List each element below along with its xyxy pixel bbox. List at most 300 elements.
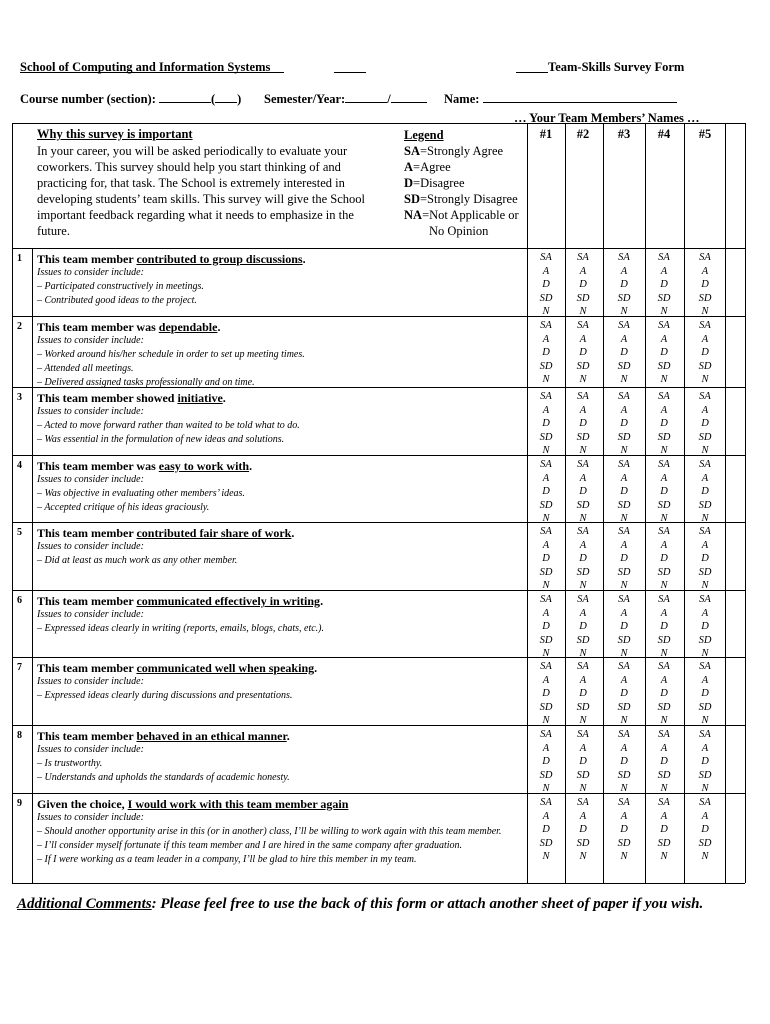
rating-option-sd[interactable]: SD: [539, 566, 553, 578]
rating-option-n[interactable]: N: [542, 715, 550, 726]
additional-comments-text: : Please feel free to use the back of this form or attach another sheet of paper if you wish.: [151, 896, 704, 912]
additional-comments: [17, 896, 703, 913]
semester-input[interactable]: [345, 90, 387, 103]
question-title-key: contributed fair share of work: [136, 526, 292, 540]
rating-option-sd[interactable]: SD: [657, 634, 671, 646]
rating-option-n[interactable]: N: [701, 851, 709, 862]
rating-option-a[interactable]: A: [579, 607, 587, 619]
rating-option-sd[interactable]: SD: [657, 566, 671, 578]
rating-option-sa[interactable]: SA: [540, 459, 552, 470]
rating-option-a[interactable]: A: [701, 265, 709, 277]
rating-option-d[interactable]: D: [620, 347, 628, 358]
rating-option-sa[interactable]: SA: [618, 594, 630, 605]
rating-option-sa[interactable]: SA: [618, 729, 630, 740]
rating-option-d[interactable]: D: [620, 553, 628, 564]
rating-option-sa[interactable]: SA: [577, 391, 589, 402]
rating-option-a[interactable]: A: [701, 742, 709, 754]
rating-option-sa[interactable]: SA: [699, 594, 711, 605]
issues-label: Issues to consider include:: [37, 744, 144, 755]
rating-option-d[interactable]: D: [579, 688, 587, 699]
rating-option-a[interactable]: A: [701, 810, 709, 822]
rating-option-n[interactable]: N: [620, 648, 628, 659]
rating-option-n[interactable]: N: [660, 851, 668, 862]
rating-option-a[interactable]: A: [620, 607, 628, 619]
rating-option-a[interactable]: A: [542, 404, 550, 416]
rating-option-n[interactable]: N: [620, 580, 628, 591]
rating-option-sd[interactable]: SD: [576, 431, 590, 443]
rating-option-n[interactable]: N: [542, 783, 550, 794]
rating-option-n[interactable]: N: [542, 851, 550, 862]
rating-option-sd[interactable]: SD: [657, 701, 671, 713]
rating-option-sd[interactable]: SD: [698, 701, 712, 713]
rating-option-d[interactable]: D: [579, 418, 587, 429]
rating-option-a[interactable]: A: [660, 810, 668, 822]
rating-option-sa[interactable]: SA: [658, 526, 670, 537]
rating-option-a[interactable]: A: [620, 265, 628, 277]
rating-option-sd[interactable]: SD: [576, 499, 590, 511]
rating-option-d[interactable]: D: [620, 486, 628, 497]
rating-option-a[interactable]: A: [701, 404, 709, 416]
rating-options: [606, 458, 642, 526]
rating-options: [687, 251, 723, 319]
rating-option-sd[interactable]: SD: [576, 292, 590, 304]
rating-option-a[interactable]: A: [701, 607, 709, 619]
rating-option-d[interactable]: D: [542, 553, 550, 564]
rating-option-n[interactable]: N: [701, 374, 709, 385]
rating-option-n[interactable]: N: [620, 783, 628, 794]
rating-option-a[interactable]: A: [620, 674, 628, 686]
rating-option-sa[interactable]: SA: [540, 526, 552, 537]
rating-option-sa[interactable]: SA: [577, 320, 589, 331]
question-title: [37, 391, 226, 406]
rating-option-sd[interactable]: SD: [657, 499, 671, 511]
rating-option-sd[interactable]: SD: [617, 566, 631, 578]
rating-option-d[interactable]: D: [701, 756, 709, 767]
rating-option-a[interactable]: A: [660, 674, 668, 686]
rating-option-n[interactable]: N: [542, 580, 550, 591]
rating-option-a[interactable]: A: [579, 810, 587, 822]
rating-option-d[interactable]: D: [660, 279, 668, 290]
rating-option-d[interactable]: D: [701, 824, 709, 835]
rating-option-n[interactable]: N: [660, 783, 668, 794]
column-header: #2: [576, 127, 590, 141]
rating-option-sa[interactable]: SA: [577, 797, 589, 808]
rating-option-a[interactable]: A: [660, 265, 668, 277]
rating-options: [606, 390, 642, 458]
rating-options: [606, 251, 642, 319]
rating-option-a[interactable]: A: [660, 607, 668, 619]
rating-options: [646, 796, 682, 864]
rating-option-sa[interactable]: SA: [658, 320, 670, 331]
rating-options: [528, 319, 564, 387]
rating-option-sd[interactable]: SD: [657, 837, 671, 849]
rating-option-sd[interactable]: SD: [657, 292, 671, 304]
issue-text: Understands and upholds the standards of academic honesty.: [44, 772, 290, 783]
rating-option-sd[interactable]: SD: [617, 634, 631, 646]
rating-option-d[interactable]: D: [579, 824, 587, 835]
rating-option-sd[interactable]: SD: [539, 292, 553, 304]
rating-option-n[interactable]: N: [542, 513, 550, 524]
rating-option-sa[interactable]: SA: [618, 320, 630, 331]
rating-option-d[interactable]: D: [542, 279, 550, 290]
rating-option-sa[interactable]: SA: [540, 594, 552, 605]
issues-label: Issues to consider include:: [37, 474, 144, 485]
rating-option-d[interactable]: D: [579, 756, 587, 767]
rating-option-a[interactable]: A: [579, 539, 587, 551]
question-title: [37, 594, 323, 609]
rating-options: [528, 251, 564, 319]
rating-option-d[interactable]: D: [620, 279, 628, 290]
rating-option-sd[interactable]: SD: [576, 769, 590, 781]
rating-option-sa[interactable]: SA: [577, 459, 589, 470]
question-title-pre: This team member was: [37, 320, 159, 334]
rating-option-n[interactable]: N: [579, 851, 587, 862]
rating-option-n[interactable]: N: [701, 513, 709, 524]
rating-option-n[interactable]: N: [660, 580, 668, 591]
rating-option-a[interactable]: A: [620, 810, 628, 822]
rating-option-d[interactable]: D: [579, 486, 587, 497]
rating-option-n[interactable]: N: [660, 648, 668, 659]
rating-option-sd[interactable]: SD: [539, 701, 553, 713]
rating-option-d[interactable]: D: [542, 621, 550, 632]
rating-option-sd[interactable]: SD: [698, 499, 712, 511]
rating-option-a[interactable]: A: [701, 472, 709, 484]
rating-option-a[interactable]: A: [542, 539, 550, 551]
question-title-post: .: [217, 320, 221, 334]
rating-option-sa[interactable]: SA: [577, 594, 589, 605]
rating-option-n[interactable]: N: [542, 648, 550, 659]
rating-option-n[interactable]: N: [620, 851, 628, 862]
question-number: 3: [17, 392, 22, 403]
rating-option-sd[interactable]: SD: [698, 634, 712, 646]
rating-option-sa[interactable]: SA: [699, 526, 711, 537]
issues-list: [37, 825, 537, 867]
rating-option-sd[interactable]: SD: [698, 292, 712, 304]
rating-option-d[interactable]: D: [701, 553, 709, 564]
rating-option-n[interactable]: N: [579, 648, 587, 659]
rating-option-d[interactable]: D: [701, 279, 709, 290]
question-title: [37, 459, 252, 474]
rating-option-a[interactable]: A: [660, 539, 668, 551]
issue-item: [37, 771, 537, 785]
rating-option-sa[interactable]: SA: [618, 391, 630, 402]
rating-option-sd[interactable]: SD: [617, 360, 631, 372]
rating-option-a[interactable]: A: [542, 472, 550, 484]
rating-option-sd[interactable]: SD: [657, 360, 671, 372]
rating-options: [565, 319, 601, 387]
rating-option-d[interactable]: D: [542, 486, 550, 497]
rating-option-a[interactable]: A: [542, 742, 550, 754]
rating-option-n[interactable]: N: [660, 513, 668, 524]
rating-option-d[interactable]: D: [579, 279, 587, 290]
rating-option-sd[interactable]: SD: [617, 769, 631, 781]
rating-option-d[interactable]: D: [660, 486, 668, 497]
rating-option-sd[interactable]: SD: [617, 499, 631, 511]
bullet-dash: –: [37, 502, 45, 513]
issues-label: Issues to consider include:: [37, 335, 144, 346]
rating-option-a[interactable]: A: [579, 333, 587, 345]
rating-option-d[interactable]: D: [660, 418, 668, 429]
rating-option-n[interactable]: N: [660, 715, 668, 726]
legend-text: =Agree: [413, 160, 451, 174]
rating-option-sa[interactable]: SA: [699, 252, 711, 263]
rating-option-sd[interactable]: SD: [576, 634, 590, 646]
rating-option-a[interactable]: A: [620, 539, 628, 551]
table-right-border: [745, 123, 746, 883]
rating-option-sd[interactable]: SD: [539, 634, 553, 646]
rating-option-d[interactable]: D: [542, 418, 550, 429]
rating-option-n[interactable]: N: [620, 306, 628, 317]
rating-option-sa[interactable]: SA: [618, 459, 630, 470]
rating-option-a[interactable]: A: [660, 742, 668, 754]
rating-option-sa[interactable]: SA: [699, 661, 711, 672]
issues-label: Issues to consider include:: [37, 267, 144, 278]
rating-option-sd[interactable]: SD: [539, 431, 553, 443]
rating-option-d[interactable]: D: [701, 347, 709, 358]
rating-option-sa[interactable]: SA: [540, 252, 552, 263]
question-title-key: initiative: [177, 391, 223, 405]
rating-option-a[interactable]: A: [579, 674, 587, 686]
rating-option-a[interactable]: A: [660, 472, 668, 484]
rating-option-d[interactable]: D: [542, 688, 550, 699]
bullet-dash: –: [37, 690, 45, 701]
rating-option-d[interactable]: D: [542, 347, 550, 358]
question-title: [37, 729, 290, 744]
rating-options: [687, 458, 723, 526]
rating-option-sa[interactable]: SA: [577, 526, 589, 537]
rating-option-n[interactable]: N: [579, 715, 587, 726]
rating-option-n[interactable]: N: [579, 580, 587, 591]
rating-option-n[interactable]: N: [701, 648, 709, 659]
rating-option-a[interactable]: A: [660, 333, 668, 345]
rating-option-sa[interactable]: SA: [699, 729, 711, 740]
issue-text: Was objective in evaluating other members’ ideas.: [44, 488, 245, 499]
rating-option-n[interactable]: N: [660, 374, 668, 385]
rating-option-a[interactable]: A: [701, 333, 709, 345]
rating-option-a[interactable]: A: [620, 404, 628, 416]
rating-option-sd[interactable]: SD: [617, 292, 631, 304]
rating-option-sa[interactable]: SA: [540, 661, 552, 672]
rating-option-sa[interactable]: SA: [540, 797, 552, 808]
rating-option-d[interactable]: D: [660, 756, 668, 767]
rating-option-n[interactable]: N: [620, 715, 628, 726]
name-label: Name:: [444, 92, 480, 106]
rating-option-n[interactable]: N: [701, 783, 709, 794]
rating-option-n[interactable]: N: [579, 513, 587, 524]
rating-option-n[interactable]: N: [620, 513, 628, 524]
question-title: [37, 661, 317, 676]
rating-option-sa[interactable]: SA: [658, 459, 670, 470]
rating-option-sd[interactable]: SD: [539, 837, 553, 849]
issues-list: [37, 348, 537, 390]
rating-options: [528, 458, 564, 526]
table-top-border: [12, 123, 745, 124]
rating-option-sd[interactable]: SD: [698, 566, 712, 578]
rating-option-sa[interactable]: SA: [658, 729, 670, 740]
bullet-dash: –: [37, 854, 45, 865]
rating-option-sa[interactable]: SA: [699, 459, 711, 470]
bullet-dash: –: [37, 826, 45, 837]
rating-option-sa[interactable]: SA: [658, 391, 670, 402]
rating-option-a[interactable]: A: [579, 472, 587, 484]
rating-option-sd[interactable]: SD: [539, 360, 553, 372]
rating-options: [646, 390, 682, 458]
issue-item: [37, 839, 537, 853]
rating-option-sd[interactable]: SD: [576, 360, 590, 372]
rating-option-a[interactable]: A: [579, 404, 587, 416]
issue-item: [37, 433, 537, 447]
rating-option-sa[interactable]: SA: [699, 391, 711, 402]
rating-option-sa[interactable]: SA: [540, 320, 552, 331]
rating-option-d[interactable]: D: [660, 347, 668, 358]
bullet-dash: –: [37, 488, 45, 499]
rating-option-sa[interactable]: SA: [658, 661, 670, 672]
question-title-pre: This team member: [37, 661, 137, 675]
rating-option-a[interactable]: A: [660, 404, 668, 416]
question-title-key: dependable: [158, 320, 218, 334]
rating-option-n[interactable]: N: [620, 445, 628, 456]
rating-option-sd[interactable]: SD: [576, 701, 590, 713]
rating-option-sa[interactable]: SA: [577, 729, 589, 740]
rating-option-d[interactable]: D: [660, 824, 668, 835]
rating-option-sd[interactable]: SD: [698, 837, 712, 849]
issue-text: If I were working as a team leader in a company, I’ll be glad to hire this member in my team.: [44, 854, 417, 865]
rating-option-sa[interactable]: SA: [540, 729, 552, 740]
rating-option-n[interactable]: N: [701, 715, 709, 726]
rating-option-a[interactable]: A: [579, 742, 587, 754]
rating-column-border: [603, 123, 604, 883]
rating-option-n[interactable]: N: [701, 306, 709, 317]
question-title: [37, 252, 306, 267]
rating-option-n[interactable]: N: [579, 783, 587, 794]
rating-option-n[interactable]: N: [701, 580, 709, 591]
rating-option-n[interactable]: N: [542, 374, 550, 385]
rating-option-a[interactable]: A: [542, 607, 550, 619]
rating-option-d[interactable]: D: [620, 824, 628, 835]
rating-option-n[interactable]: N: [620, 374, 628, 385]
rating-option-n[interactable]: N: [701, 445, 709, 456]
rating-option-d[interactable]: D: [542, 756, 550, 767]
issue-item: [37, 294, 537, 308]
question-title: [37, 320, 220, 335]
rating-option-n[interactable]: N: [579, 306, 587, 317]
number-column-border: [32, 248, 33, 883]
rating-option-d[interactable]: D: [579, 347, 587, 358]
rating-option-d[interactable]: D: [620, 418, 628, 429]
rating-option-sa[interactable]: SA: [618, 526, 630, 537]
rating-option-sa[interactable]: SA: [699, 320, 711, 331]
rating-options: [565, 390, 601, 458]
rating-option-n[interactable]: N: [542, 445, 550, 456]
rating-option-a[interactable]: A: [701, 539, 709, 551]
rating-option-sd[interactable]: SD: [617, 837, 631, 849]
rating-option-n[interactable]: N: [660, 445, 668, 456]
rating-options: [565, 458, 601, 526]
rating-option-sa[interactable]: SA: [658, 252, 670, 263]
rating-option-sa[interactable]: SA: [577, 661, 589, 672]
rating-option-sd[interactable]: SD: [657, 769, 671, 781]
question-title-post: .: [291, 526, 295, 540]
section-input[interactable]: [215, 90, 237, 103]
rating-option-sd[interactable]: SD: [698, 431, 712, 443]
legend-text: =Disagree: [413, 176, 465, 190]
rating-option-a[interactable]: A: [579, 265, 587, 277]
issue-item: [37, 487, 537, 501]
rating-option-a[interactable]: A: [542, 810, 550, 822]
rating-option-n[interactable]: N: [542, 306, 550, 317]
rating-option-sa[interactable]: SA: [658, 797, 670, 808]
rating-option-d[interactable]: D: [660, 688, 668, 699]
issues-label: Issues to consider include:: [37, 406, 144, 417]
rating-option-n[interactable]: N: [660, 306, 668, 317]
rating-options: [687, 319, 723, 387]
rating-option-d[interactable]: D: [660, 553, 668, 564]
rating-option-a[interactable]: A: [542, 265, 550, 277]
issue-item: [37, 853, 537, 867]
rating-option-sd[interactable]: SD: [657, 431, 671, 443]
rating-option-d[interactable]: D: [660, 621, 668, 632]
rating-option-sd[interactable]: SD: [576, 837, 590, 849]
rating-option-d[interactable]: D: [701, 486, 709, 497]
rating-option-d[interactable]: D: [620, 756, 628, 767]
rating-option-d[interactable]: D: [701, 418, 709, 429]
rating-option-d[interactable]: D: [579, 621, 587, 632]
rating-option-sa[interactable]: SA: [540, 391, 552, 402]
bullet-dash: –: [37, 363, 45, 374]
rating-option-sd[interactable]: SD: [698, 360, 712, 372]
rating-option-n[interactable]: N: [579, 374, 587, 385]
bullet-dash: –: [37, 349, 45, 360]
rating-option-sd[interactable]: SD: [617, 431, 631, 443]
rating-option-a[interactable]: A: [620, 333, 628, 345]
rating-option-a[interactable]: A: [620, 472, 628, 484]
course-number-input[interactable]: [159, 90, 211, 103]
rating-option-sd[interactable]: SD: [576, 566, 590, 578]
rating-option-a[interactable]: A: [701, 674, 709, 686]
rating-option-d[interactable]: D: [542, 824, 550, 835]
rating-option-n[interactable]: N: [579, 445, 587, 456]
rating-option-d[interactable]: D: [579, 553, 587, 564]
rating-option-sa[interactable]: SA: [618, 661, 630, 672]
question-title-pre: This team member: [37, 526, 137, 540]
rating-option-sd[interactable]: SD: [539, 769, 553, 781]
rating-option-d[interactable]: D: [620, 621, 628, 632]
rating-option-a[interactable]: A: [620, 742, 628, 754]
rating-option-sa[interactable]: SA: [618, 252, 630, 263]
rating-option-sd[interactable]: SD: [617, 701, 631, 713]
issue-item: [37, 280, 537, 294]
rating-option-sa[interactable]: SA: [618, 797, 630, 808]
rating-option-d[interactable]: D: [620, 688, 628, 699]
rating-options: [606, 660, 642, 728]
name-input[interactable]: [483, 90, 677, 103]
question-number: 1: [17, 253, 22, 264]
year-input[interactable]: [391, 90, 427, 103]
legend-na-cont: No Opinion: [429, 224, 489, 238]
rating-option-sd[interactable]: SD: [698, 769, 712, 781]
rating-option-sa[interactable]: SA: [699, 797, 711, 808]
rating-option-a[interactable]: A: [542, 333, 550, 345]
issue-item: [37, 622, 537, 636]
rating-option-d[interactable]: D: [701, 688, 709, 699]
rating-option-sa[interactable]: SA: [577, 252, 589, 263]
rating-option-sd[interactable]: SD: [539, 499, 553, 511]
rating-option-d[interactable]: D: [701, 621, 709, 632]
rating-option-a[interactable]: A: [542, 674, 550, 686]
bullet-dash: –: [37, 434, 45, 445]
rating-option-sa[interactable]: SA: [658, 594, 670, 605]
school-underline: [20, 72, 284, 73]
